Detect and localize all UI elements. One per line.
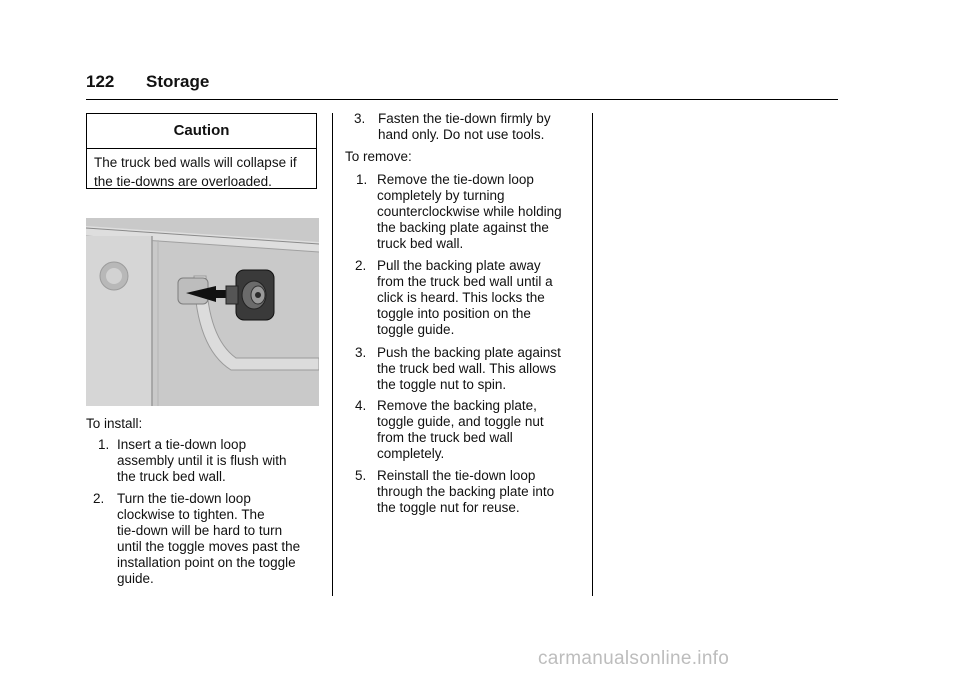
caution-box: [86, 113, 317, 189]
step-line: the truck bed wall.: [117, 469, 226, 484]
step-number: 3.: [354, 111, 366, 126]
step-line: Remove the backing plate,: [377, 398, 537, 413]
step-line: clockwise to tighten. The: [117, 507, 265, 522]
watermark: carmanualsonline.info: [538, 648, 730, 669]
step-number: 5.: [355, 468, 367, 483]
caution-text: [87, 149, 316, 191]
step-line: installation point on the toggle: [117, 555, 296, 570]
caution-line: the tie-downs are overloaded.: [94, 174, 272, 189]
step-line: guide.: [117, 571, 154, 586]
step-text: [377, 468, 554, 516]
step-line: Fasten the tie-down firmly by: [378, 111, 551, 126]
step-line: the toggle nut for reuse.: [377, 500, 520, 515]
step-line: completely.: [377, 446, 445, 461]
step-line: the backing plate against the: [377, 220, 549, 235]
step-number: 4.: [355, 398, 367, 413]
step-line: Push the backing plate against: [377, 345, 561, 360]
tie-down-illustration: [86, 218, 319, 406]
step-line: Pull the backing plate away: [377, 258, 541, 273]
step-line: the truck bed wall. This allows: [377, 361, 557, 376]
step-text: [377, 345, 561, 393]
step-line: click is heard. This locks the: [377, 290, 545, 305]
step-line: counterclockwise while holding: [377, 204, 562, 219]
step-line: toggle guide, and toggle nut: [377, 414, 544, 429]
column-divider-1: [332, 113, 333, 596]
install-heading: To install:: [86, 416, 143, 431]
step-line: Remove the tie-down loop: [377, 172, 534, 187]
step-line: toggle into position on the: [377, 306, 531, 321]
step-line: hand only. Do not use tools.: [378, 127, 545, 142]
step-line: tie-down will be hard to turn: [117, 523, 283, 538]
step-text: [117, 437, 287, 485]
step-line: through the backing plate into: [377, 484, 555, 499]
step-number: 3.: [355, 345, 367, 360]
step-line: Reinstall the tie-down loop: [377, 468, 536, 483]
step-line: completely by turning: [377, 188, 505, 203]
remove-heading: To remove:: [345, 149, 412, 164]
step-number: 2.: [93, 491, 105, 506]
step-line: until the toggle moves past the: [117, 539, 301, 554]
step-text: [117, 491, 300, 587]
caution-line: The truck bed walls will collapse if: [94, 155, 297, 170]
step-number: 2.: [355, 258, 367, 273]
column-divider-2: [592, 113, 593, 596]
step-number: 1.: [98, 437, 110, 452]
step-line: the toggle nut to spin.: [377, 377, 507, 392]
caution-title: Caution: [87, 114, 316, 149]
step-text: [377, 398, 544, 462]
page-header: [86, 72, 838, 100]
step-line: from the truck bed wall until a: [377, 274, 553, 289]
step-line: assembly until it is flush with: [117, 453, 287, 468]
step-line: Turn the tie-down loop: [117, 491, 251, 506]
page-number: 122: [86, 72, 115, 91]
step-text: [378, 111, 551, 143]
step-line: toggle guide.: [377, 322, 455, 337]
step-line: from the truck bed wall: [377, 430, 513, 445]
tie-down-diagram: [86, 218, 319, 406]
step-line: truck bed wall.: [377, 236, 464, 251]
step-text: [377, 172, 562, 252]
section-title: Storage: [146, 72, 210, 91]
step-text: [377, 258, 553, 338]
step-line: Insert a tie-down loop: [117, 437, 247, 452]
step-number: 1.: [356, 172, 368, 187]
